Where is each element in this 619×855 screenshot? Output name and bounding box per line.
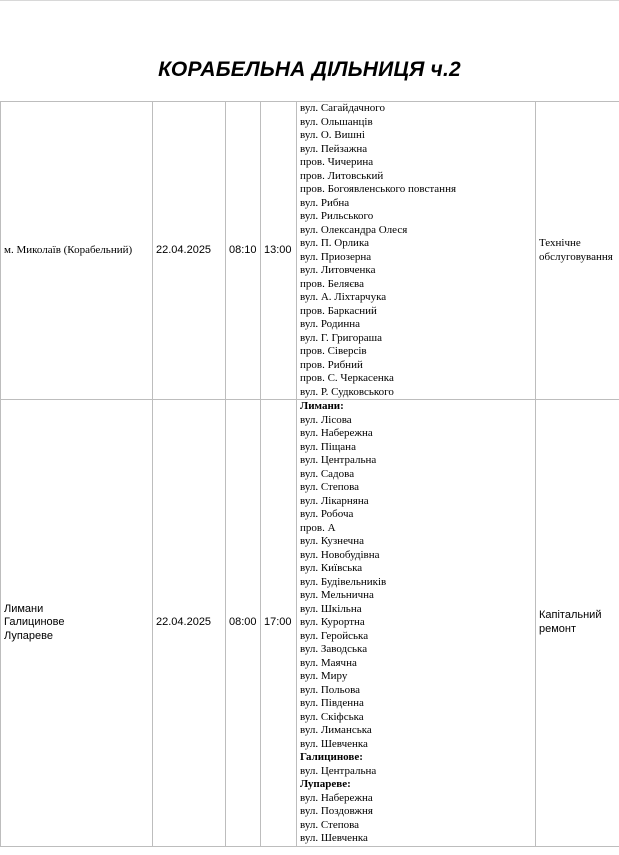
street-item: вул. Степова (300, 818, 360, 831)
street-item: вул. Набережна (300, 791, 373, 804)
street-item: вул. Шкільна (300, 602, 362, 615)
street-item: вул. Поздовжня (300, 805, 373, 817)
street-item: вул. Олександра Олеся (300, 223, 408, 236)
street-item: вул. Миру (300, 670, 348, 682)
street-item: вул. Степова (300, 481, 360, 493)
street-item: вул. Маячна (300, 656, 357, 669)
locality-cell (1, 400, 153, 847)
locality-line: Галицинове (4, 616, 65, 628)
street-item: пров. С. Черкасенка (300, 372, 394, 384)
date-cell: 22.04.2025 (153, 400, 226, 847)
street-item: вул. Центральна (300, 454, 377, 466)
street-item: вул. Польова (300, 683, 361, 696)
street-item: вул. А. Ліхтарчука (300, 291, 387, 303)
locality-line: Лимани (4, 602, 44, 615)
street-item: вул. Шевченка (300, 832, 368, 844)
work-type-line: Капітальний (539, 609, 602, 622)
work-type-cell (536, 102, 619, 400)
street-item: вул. Південна (300, 697, 364, 709)
street-item: вул. Центральна (300, 764, 377, 777)
street-item: вул. Лікарняна (300, 494, 369, 507)
street-item: вул. Сагайдачного (300, 102, 386, 114)
street-item: вул. Скіфська (300, 710, 364, 723)
street-item: вул. Робоча (300, 508, 354, 520)
street-item: вул. Рильського (300, 210, 374, 222)
work-type-line: ремонт (539, 622, 577, 635)
street-item: вул. Садова (300, 467, 355, 480)
street-item: вул. Будівельників (300, 575, 387, 588)
locality-heading: Лупареве: (300, 778, 351, 790)
street-item: вул. Ольшанців (300, 115, 373, 128)
street-item: пров. Рибний (300, 358, 363, 371)
street-item: вул. Пейзажна (300, 142, 368, 155)
locality-cell (1, 102, 153, 400)
page-title: КОРАБЕЛЬНА ДІЛЬНИЦЯ ч.2 (158, 58, 461, 81)
street-item: пров. Литовський (300, 169, 384, 182)
street-item: пров. Баркасний (300, 304, 377, 317)
street-item: вул. Г. Григораша (300, 331, 382, 344)
top-border (0, 0, 619, 1)
time-to-cell: 17:00 (261, 400, 297, 847)
street-item: вул. П. Орлика (300, 237, 370, 249)
work-type-line: Технічне (539, 237, 581, 249)
time-to-cell: 13:00 (261, 102, 297, 400)
street-item: пров. Сіверсів (300, 345, 367, 357)
street-item: пров. Чичерина (300, 156, 374, 168)
street-item: вул. Київська (300, 562, 363, 574)
street-item: пров. Богоявленського повстання (300, 183, 457, 195)
street-item: вул. Набережна (300, 427, 373, 439)
street-item: пров. А (300, 521, 336, 534)
locality-line: Лупареве (4, 629, 53, 642)
streets-cell (297, 102, 536, 400)
street-item: вул. Р. Судковського (300, 385, 394, 398)
time-from-cell: 08:00 (226, 400, 261, 847)
locality-heading: Галицинове: (300, 751, 363, 763)
street-item: вул. Лісова (300, 413, 352, 426)
street-item: вул. Новобудівна (300, 548, 380, 561)
locality-line: м. Миколаїв (Корабельний) (4, 243, 133, 256)
table-row (1, 102, 619, 400)
street-item: пров. Беляєва (300, 277, 364, 290)
table-row (1, 400, 619, 847)
street-item: вул. Лиманська (300, 724, 372, 736)
outage-table (0, 101, 619, 847)
work-type-cell (536, 400, 619, 847)
street-item: вул. Литовченка (300, 264, 376, 276)
street-item: вул. Геройська (300, 629, 369, 642)
street-item: вул. Піщана (300, 440, 356, 453)
streets-cell (297, 400, 536, 847)
street-item: вул. Приозерна (300, 250, 372, 263)
time-from-cell: 08:10 (226, 102, 261, 400)
street-item: вул. Рибна (300, 196, 350, 209)
work-type-line: обслуговування (539, 250, 613, 263)
street-item: вул. Шевченка (300, 737, 368, 750)
street-item: вул. Кузнечна (300, 535, 364, 547)
street-item: вул. Мельнична (300, 589, 374, 601)
street-item: вул. Заводська (300, 643, 368, 655)
date-cell: 22.04.2025 (153, 102, 226, 400)
street-item: вул. О. Вишні (300, 129, 365, 141)
street-item: вул. Родинна (300, 318, 360, 330)
locality-heading: Лимани: (300, 400, 344, 412)
street-item: вул. Курортна (300, 616, 365, 628)
